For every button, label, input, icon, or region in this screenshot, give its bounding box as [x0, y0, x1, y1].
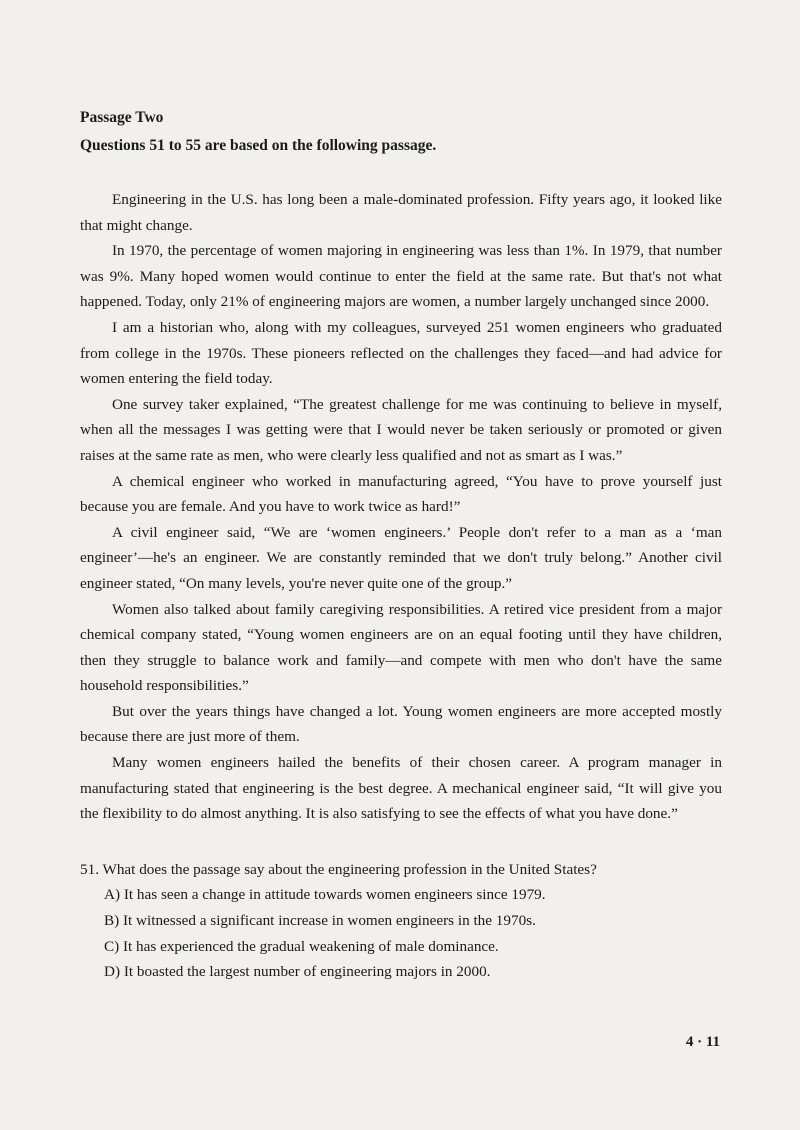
passage-paragraph: But over the years things have changed a lot. Young women engineers are more accepted mostly because there are just more of them.	[80, 702, 722, 746]
passage-paragraph: In 1970, the percentage of women majoring in engineering was less than 1%. In 1979, that number was 9%. Many hoped women would continue to enter the field at the same rate. But that's not what happened. Today, only 21% of engineering majors are women, a number largely unchanged since 2000.	[80, 242, 722, 311]
answer-options	[80, 882, 722, 984]
passage-paragraph: Many women engineers hailed the benefits of their chosen career. A program manager in manufacturing stated that engineering is the best degree. A mechanical engineer said, “It will give you the flexibility to do almost anything. It is also satisfying to see the effects of what you have done.”	[80, 754, 722, 823]
passage-paragraph: Women also talked about family caregiving responsibilities. A retired vice president from a major chemical company stated, “Young women engineers are on an equal footing until they have children, then they struggle to balance work and family—and compete with men who don't have the same household responsibilities.”	[80, 600, 722, 695]
option-c[interactable]: C) It has experienced the gradual weakening of male dominance.	[104, 937, 499, 955]
passage-paragraph: A civil engineer said, “We are ‘women engineers.’ People don't refer to a man as a ‘man engineer’—he's an engineer. We are constantly reminded that we don't truly belong.” Another civil engineer stated, “On many levels, you're never quite one of the group.”	[80, 523, 722, 592]
passage-body	[80, 187, 722, 827]
question-stem: 51. What does the passage say about the engineering profession in the United States?	[80, 860, 597, 878]
question-51	[80, 857, 722, 985]
option-b[interactable]: B) It witnessed a significant increase in women engineers in the 1970s.	[104, 912, 536, 930]
instructions: Questions 51 to 55 are based on the following passage.	[80, 137, 437, 154]
passage-paragraph: Engineering in the U.S. has long been a male-dominated profession. Fifty years ago, it looked like that might change.	[80, 191, 722, 234]
passage-paragraph: A chemical engineer who worked in manufacturing agreed, “You have to prove yourself just because you are female. And you have to work twice as hard!”	[80, 472, 722, 516]
passage-paragraph: One survey taker explained, “The greatest challenge for me was continuing to believe in myself, when all the messages I was getting were that I would never be taken seriously or promoted or given raises at the same rate as men, who were clearly less qualified and not as smart as I was.”	[80, 395, 722, 464]
page-number: 4 · 11	[685, 1034, 720, 1050]
passage-title: Passage Two	[80, 109, 164, 126]
option-d[interactable]: D) It boasted the largest number of engineering majors in 2000.	[104, 963, 491, 981]
passage-paragraph: I am a historian who, along with my colleagues, surveyed 251 women engineers who graduated from college in the 1970s. These pioneers reflected on the challenges they faced—and had advice for women entering the field today.	[80, 318, 722, 388]
option-a[interactable]: A) It has seen a change in attitude towards women engineers since 1979.	[104, 886, 546, 904]
